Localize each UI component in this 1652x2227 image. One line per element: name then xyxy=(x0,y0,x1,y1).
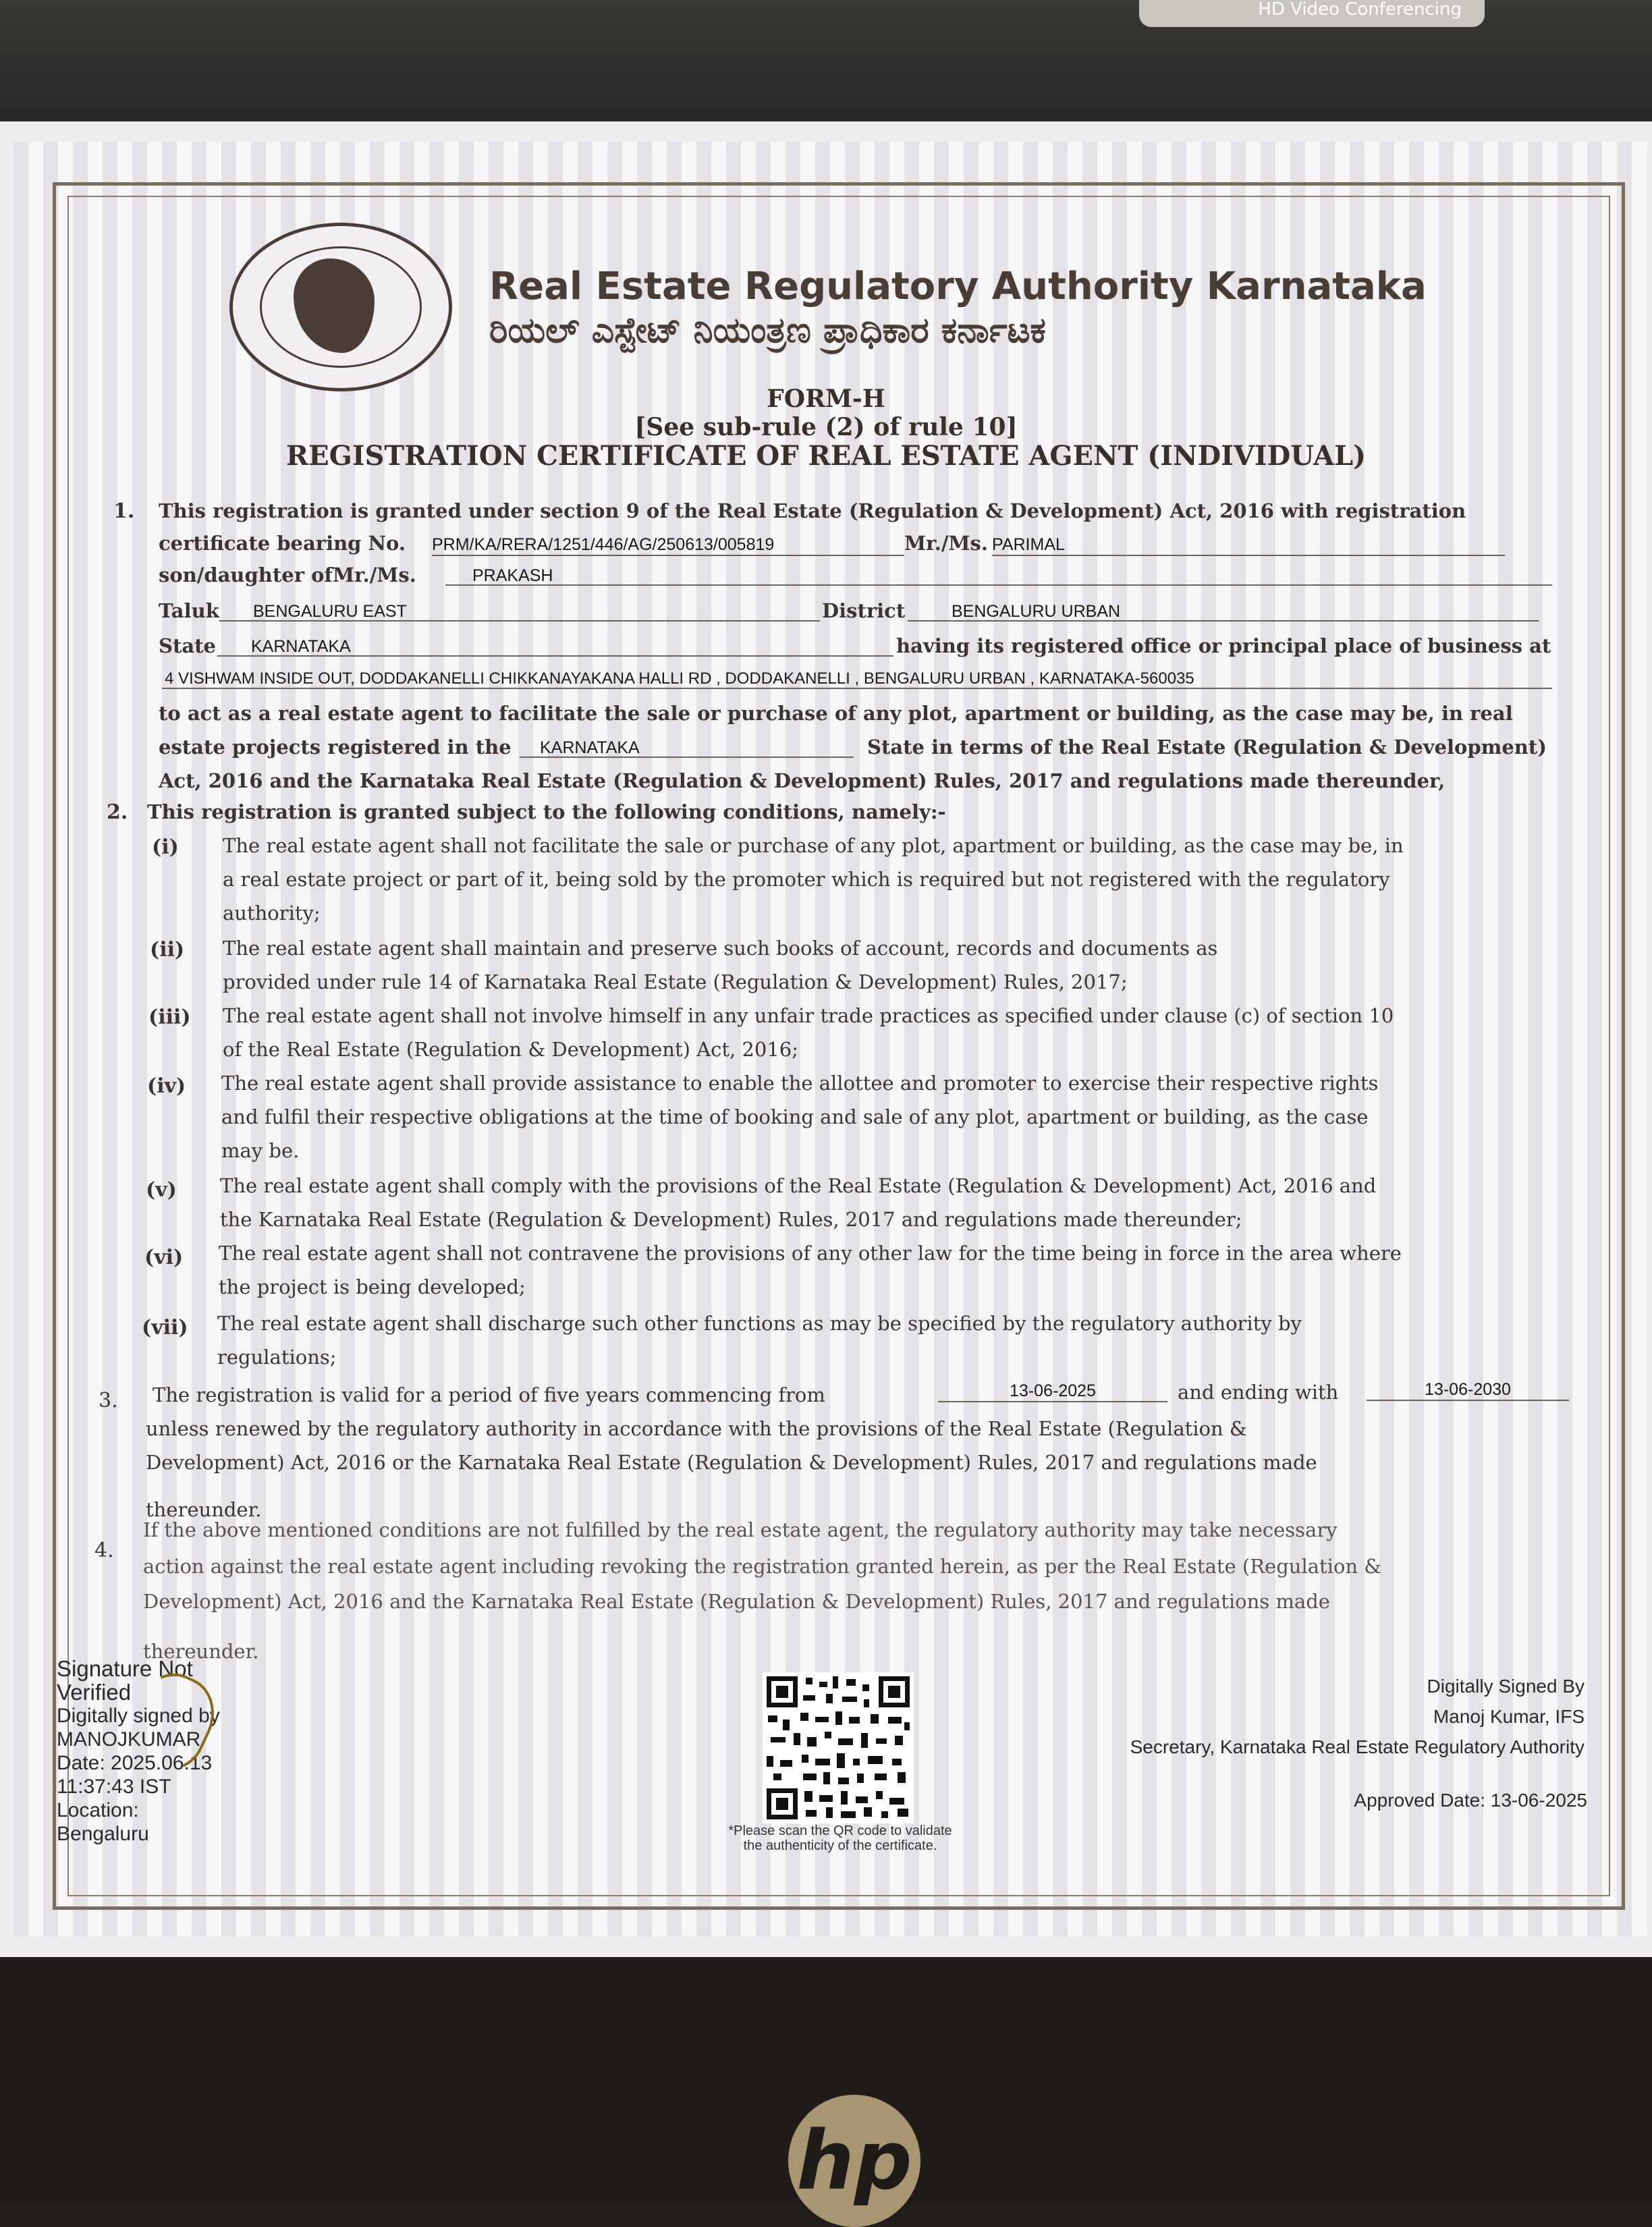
signatory-name: Manoj Kumar, IFS xyxy=(1433,1706,1585,1727)
form-rule: [See sub-rule (2) of rule 10] xyxy=(634,413,1018,441)
approved-date: Approved Date: 13-06-2025 xyxy=(1354,1790,1587,1811)
signature-line: Bengaluru xyxy=(57,1823,149,1845)
para3-line2: unless renewed by the regulatory authority in accordance with the provisions of the Real Estate (Regulation & xyxy=(146,1417,1247,1440)
state-value: KARNATAKA xyxy=(217,635,893,657)
certificate-heading: REGISTRATION CERTIFICATE OF REAL ESTATE AGENT (INDIVIDUAL) xyxy=(285,440,1367,472)
rera-emblem-logo xyxy=(229,223,452,391)
condition-line: The real estate agent shall comply with the provisions of the Real Estate (Regulation & Development) Act, 2016 and xyxy=(220,1174,1377,1197)
para1-act-line3: Act, 2016 and the Karnataka Real Estate (Regulation & Development) Rules, 2017 and regulations made thereunder, xyxy=(159,769,1446,792)
condition-line: The real estate agent shall discharge such other functions as may be specified by the regulatory authority by xyxy=(217,1312,1302,1335)
mr-label: Mr./Ms. xyxy=(904,532,988,555)
para3-line4: thereunder. xyxy=(146,1498,262,1521)
para1-act-line2b: State in terms of the Real Estate (Regulation & Development) xyxy=(867,736,1547,759)
cert-no-value: PRM/KA/RERA/1251/446/AG/250613/005819 xyxy=(432,533,904,556)
verification-qr-code xyxy=(763,1672,914,1823)
condition-number: (i) xyxy=(152,835,179,859)
condition-line: The real estate agent shall provide assistance to enable the allottee and promoter to exercise their respective rights xyxy=(221,1072,1379,1095)
agent-name: PARIMAL xyxy=(992,533,1505,556)
para4-line2: action against the real estate agent including revoking the registration granted herein, as per the Real Estate (Regulation & xyxy=(143,1555,1382,1578)
condition-number: (iii) xyxy=(148,1006,191,1029)
signed-by-label: Digitally Signed By xyxy=(1427,1676,1585,1697)
condition-line: the Karnataka Real Estate (Regulation & Development) Rules, 2017 and regulations made thereunder; xyxy=(220,1208,1242,1231)
office-label: having its registered office or principal place of business at xyxy=(896,634,1551,657)
condition-number: (vii) xyxy=(142,1316,188,1340)
condition-number: (ii) xyxy=(150,938,185,962)
qr-note-line: the authenticity of the certificate. xyxy=(743,1838,937,1853)
condition-line: a real estate project or part of it, being sold by the promoter which is required but not registered with the regulatory xyxy=(223,868,1390,891)
authority-title-kannada: ರಿಯಲ್ ಎಸ್ಟೇಟ್ ನಿಯಂತ್ರಣ ಪ್ರಾಧಿಕಾರ ಕರ್ನಾಟಕ xyxy=(489,310,1046,351)
hp-logo-text: hp xyxy=(796,2114,912,2208)
condition-line: The real estate agent shall maintain and preserve such books of account, records and documents as xyxy=(223,937,1218,960)
condition-line: authority; xyxy=(223,902,321,925)
condition-line: provided under rule 14 of Karnataka Real Estate (Regulation & Development) Rules, 2017; xyxy=(223,970,1128,993)
para4-line3: Development) Act, 2016 and the Karnataka Real Estate (Regulation & Development) Rules, 2017 and regulations made xyxy=(143,1590,1330,1613)
business-address: 4 VISHWAM INSIDE OUT, DODDAKANELLI CHIKKANAYAKANA HALLI RD , DODDAKANELLI , BENGALURU URBAN , KARNATAKA-560035 xyxy=(162,667,1552,689)
qr-validation-note xyxy=(682,1823,999,1853)
condition-line: The real estate agent shall not facilitate the sale or purchase of any plot, apartment or building, as the case may be, in xyxy=(223,834,1404,857)
monitor-top-bezel xyxy=(0,0,1652,121)
district-label: District xyxy=(822,599,906,622)
para1-number: 1. xyxy=(113,499,135,523)
condition-number: (v) xyxy=(146,1178,177,1202)
project-state-value: KARNATAKA xyxy=(520,736,854,758)
son-label: son/daughter ofMr./Ms. xyxy=(159,563,416,586)
qr-note-line: *Please scan the QR code to validate xyxy=(728,1823,952,1838)
video-conferencing-badge: HD Video Conferencing xyxy=(1139,0,1485,27)
district-value: BENGALURU URBAN xyxy=(908,600,1539,622)
para3-number: 3. xyxy=(99,1389,118,1412)
condition-line: may be. xyxy=(221,1139,300,1162)
condition-line: of the Real Estate (Regulation & Development) Act, 2016; xyxy=(223,1038,798,1061)
condition-line: The real estate agent shall not involve himself in any unfair trade practices as specified under clause (c) of section 10 xyxy=(223,1004,1394,1027)
signatory-designation: Secretary, Karnataka Real Estate Regulatory Authority xyxy=(1130,1736,1585,1757)
para3-line1b: and ending with xyxy=(1178,1381,1339,1404)
signature-line: Digitally signed by xyxy=(57,1705,220,1727)
validity-start-date: 13-06-2025 xyxy=(938,1379,1167,1402)
signature-line: Signature Not xyxy=(57,1656,193,1681)
para1-line1: This registration is granted under section 9 of the Real Estate (Regulation & Development) Act, 2016 with registration xyxy=(159,499,1466,522)
taluk-value: BENGALURU EAST xyxy=(219,600,820,622)
signed-by-block xyxy=(1130,1671,1585,1762)
para2-number: 2. xyxy=(107,800,128,824)
para3-line3: Development) Act, 2016 or the Karnataka Real Estate (Regulation & Development) Rules, 2017 and regulations made xyxy=(146,1451,1317,1474)
para4-line1: If the above mentioned conditions are not fulfilled by the real estate agent, the regulatory authority may take necessary xyxy=(143,1518,1338,1541)
father-name: PRAKASH xyxy=(445,564,1552,586)
signature-line: Location: xyxy=(57,1799,139,1821)
para2-intro: This registration is granted subject to the following conditions, namely:- xyxy=(147,800,946,823)
condition-number: (iv) xyxy=(147,1074,186,1098)
signature-line: MANOJKUMAR xyxy=(57,1728,201,1751)
signature-line: 11:37:43 IST xyxy=(57,1776,171,1798)
taluk-label: Taluk xyxy=(159,599,219,622)
form-number: FORM-H xyxy=(767,385,885,413)
condition-line: The real estate agent shall not contravene the provisions of any other law for the time being in force in the area where xyxy=(219,1242,1402,1265)
para4-number: 4. xyxy=(94,1539,114,1562)
condition-number: (vi) xyxy=(144,1246,184,1269)
para3-line1a: The registration is valid for a period of five years commencing from xyxy=(153,1383,825,1406)
condition-line: regulations; xyxy=(217,1346,337,1369)
signature-line: Date: 2025.06.13 xyxy=(57,1752,213,1774)
condition-line: and fulfil their respective obligations at the time of booking and sale of any plot, apartment or building, as the case xyxy=(221,1105,1369,1128)
para1-act-line2a: estate projects registered in the xyxy=(159,736,512,759)
cert-no-label: certificate bearing No. xyxy=(159,532,406,555)
signature-line: Verified xyxy=(57,1680,132,1705)
validity-end-date: 13-06-2030 xyxy=(1367,1378,1569,1401)
authority-title-english: Real Estate Regulatory Authority Karnataka xyxy=(489,265,1427,308)
hp-logo-icon xyxy=(788,2095,920,2227)
para4-line4: thereunder. xyxy=(143,1640,259,1663)
para1-act-line1: to act as a real estate agent to facilitate the sale or purchase of any plot, apartment or building, as the case may be, in real xyxy=(159,702,1513,725)
condition-line: the project is being developed; xyxy=(219,1275,526,1298)
state-label: State xyxy=(159,634,216,657)
